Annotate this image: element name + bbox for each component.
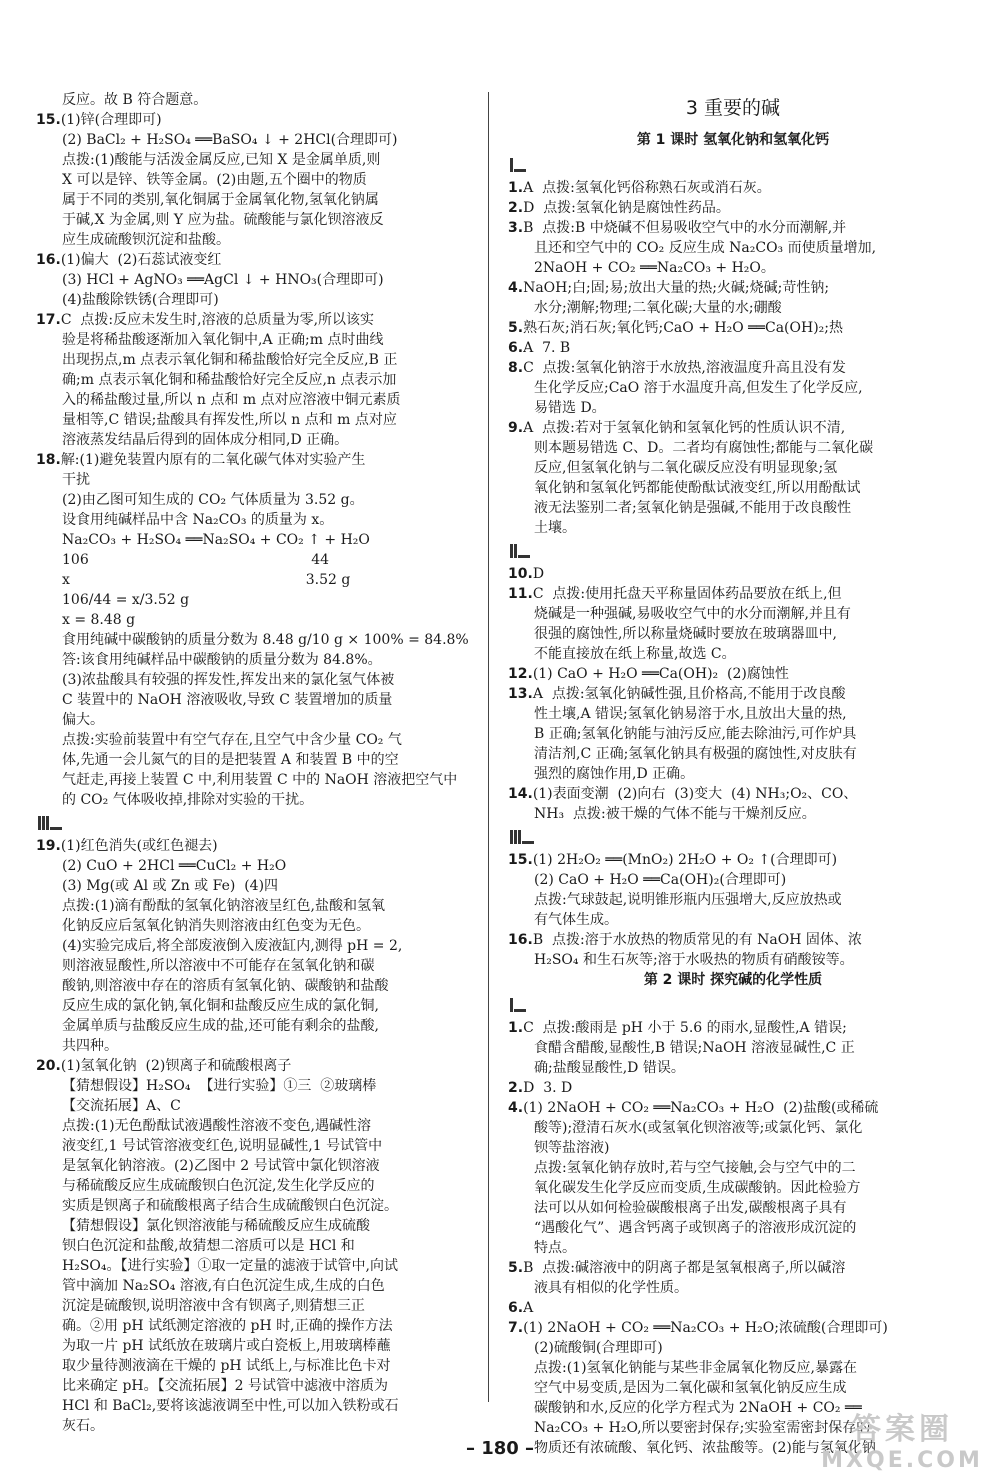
answer-text: (1)表面变潮 (2)向右 (3)变大 (4) NH₃;O₂、CO、 [532, 786, 858, 802]
answer-text: 金属单质与盐酸反应生成的盐,还可能有剩余的盐酸, [62, 1018, 379, 1034]
answer-line [36, 1096, 480, 1116]
answer-text: 空气中易变质,是因为二氧化碳和氢氧化钠反应生成 [534, 1380, 847, 1396]
answer-text: (1)红色消失(或红色褪去) [60, 838, 218, 854]
answer-text: 解:(1)避免装置内原有的二氧化碳气体对实验产生 [60, 452, 366, 468]
answer-text: (4)实验完成后,将全部废液倒入废液缸内,测得 pH = 2, [62, 938, 403, 954]
answer-text: (2) CuO + 2HCl ══CuCl₂ + H₂O [62, 858, 287, 874]
answer-text: 生化学反应;CaO 溶于水温度升高,但发生了化学反应, [534, 380, 863, 396]
answer-line [36, 976, 480, 996]
answer-line [36, 1156, 480, 1176]
answer-text: C 点拨:反应未发生时,溶液的总质量为零,所以该实 [60, 312, 375, 328]
answer-text: 很强的腐蚀性,所以称量烧碱时要放在玻璃器皿中, [534, 626, 837, 642]
answer-text: 食醋含醋酸,显酸性,B 错误;NaOH 溶液显碱性,C 正 [534, 1040, 855, 1056]
answer-line [36, 956, 480, 976]
answer-text: A 点拨:氢氧化钙俗称熟石灰或消石灰。 [523, 180, 771, 196]
answer-text: 确;盐酸显酸性,D 错误。 [534, 1060, 685, 1076]
answer-text: 气赶走,再接上装置 C 中,利用装置 C 中的 NaOH 溶液把空气中 [62, 772, 458, 788]
answer-text: 反应生成的氯化钠,氧化铜和盐酸反应生成的氯化铜, [62, 998, 379, 1014]
answer-text: B 正确;氢氧化钠能与油污反应,能去除油污,可作炉具 [534, 726, 857, 742]
answer-line [508, 1258, 958, 1278]
answer-text: 取少量待测液滴在干燥的 pH 试纸上,与标准比色卡对 [62, 1358, 391, 1374]
answer-text: 反应。故 B 符合题意。 [62, 92, 208, 108]
answer-line [508, 564, 958, 584]
answer-text: 钡白色沉淀和盐酸,故猜想二溶质可以是 HCl 和 [62, 1238, 355, 1254]
answer-line [508, 804, 958, 824]
answer-line [36, 1076, 480, 1096]
question-number: 12. [508, 666, 533, 682]
answer-text: 氧化碳发生化学反应而变质,生成碳酸钠。因此检验方 [534, 1180, 861, 1196]
answer-text: 点拨:气球鼓起,说明锥形瓶内压强增大,反应放热或 [534, 892, 842, 908]
question-number: 20. [36, 1058, 61, 1074]
answer-text: 验是将稀盐酸逐渐加入氧化铜中,A 正确;m 点时曲线 [62, 332, 384, 348]
answer-line [508, 1358, 958, 1378]
answer-line [36, 1176, 480, 1196]
answer-line [36, 550, 480, 570]
answer-line [36, 856, 480, 876]
question-number: 7. [508, 1320, 524, 1336]
page-number: – 180 – [465, 1438, 535, 1459]
left-column [36, 90, 480, 1436]
answer-text: 共四种。 [62, 1038, 118, 1054]
question-number: 4. [508, 1100, 524, 1116]
answer-text: 出现拐点,m 点表示氧化铜和稀盐酸恰好完全反应,B 正 [62, 352, 398, 368]
answer-line [36, 90, 480, 110]
answer-line [508, 398, 958, 418]
answer-line [36, 750, 480, 770]
answer-text: NaOH;白;固;易;放出大量的热;火碱;烧碱;苛性钠; [523, 280, 830, 296]
answer-text: (3) Mg(或 Al 或 Zn 或 Fe) (4)四 [62, 878, 279, 894]
answer-line [508, 584, 958, 604]
answer-line [508, 198, 958, 218]
answer-text: 是氢氧化钠溶液。(2)乙图中 2 号试管中氯化钡溶液 [62, 1158, 380, 1174]
answer-line [36, 1116, 480, 1136]
answer-line [508, 258, 958, 278]
question-number: 1. [508, 1020, 524, 1036]
answer-text: 点拨:(1)无色酚酞试液遇酸性溶液不变色,遇碱性溶 [62, 1118, 371, 1134]
answer-text: 水分;潮解;物理;二氧化碳;大量的水;硼酸 [534, 300, 782, 316]
answer-text: B 点拨:溶于水放热的物质常见的有 NaOH 固体、浓 [532, 932, 862, 948]
answer-line [508, 298, 958, 318]
answer-text: 比来确定 pH。【交流拓展】2 号试管中滤液中溶质为 [62, 1378, 388, 1394]
answer-line [36, 790, 480, 810]
answer-text: 易错选 D。 [534, 400, 606, 416]
answer-line [508, 278, 958, 298]
answer-text: (2)由乙图可知生成的 CO₂ 气体质量为 3.52 g。 [62, 492, 364, 508]
answer-text: 反应,但氢氧化钠与二氧化碳反应没有明显现象;氢 [534, 460, 838, 476]
answer-text: 特点。 [534, 1240, 576, 1256]
answer-line [36, 230, 480, 250]
answer-line [36, 650, 480, 670]
answer-line [508, 704, 958, 724]
lesson-title: 第 2 课时 探究碱的化学性质 [643, 972, 823, 988]
answer-text: 106 44 [62, 552, 330, 568]
answer-text: (1)偏大 (2)石蕊试液变红 [60, 252, 222, 268]
watermark-logo [812, 1412, 992, 1480]
answer-line [36, 530, 480, 550]
answer-line [508, 1178, 958, 1198]
answer-line [36, 1336, 480, 1356]
answer-line [36, 570, 480, 590]
answer-text: 不能直接放在纸上称量,故选 C。 [534, 646, 736, 662]
answer-line [36, 1396, 480, 1416]
answer-line [36, 1256, 480, 1276]
answer-line [508, 764, 958, 784]
answer-text: 灰石。 [62, 1418, 104, 1434]
answer-line [36, 1136, 480, 1156]
answer-line [508, 498, 958, 518]
answer-line [508, 178, 958, 198]
answer-text: (3) HCl + AgNO₃ ══AgCl ↓ + HNO₃(合理即可) [62, 272, 384, 288]
answer-line [36, 690, 480, 710]
answer-line [36, 450, 480, 470]
question-number: 5. [508, 320, 524, 336]
answer-line [36, 770, 480, 790]
right-column [508, 90, 958, 1458]
answer-line [508, 1318, 958, 1338]
answer-line [508, 1278, 958, 1298]
answer-line [508, 850, 958, 870]
answer-text: 【交流拓展】A、C [62, 1098, 181, 1114]
answer-text: 化钠反应后氢氧化钠消失则溶液由红色变为无色。 [62, 918, 370, 934]
answer-text: (2)硫酸铜(合理即可) [534, 1340, 663, 1356]
question-number: 1. [508, 180, 524, 196]
answer-line [36, 1416, 480, 1436]
answer-text: 的 CO₂ 气体吸收掉,排除对实验的干扰。 [62, 792, 314, 808]
answer-text: B 点拨:碱溶液中的阴离子都是氢氧根离子,所以碱溶 [523, 1260, 846, 1276]
answer-line [36, 510, 480, 530]
answer-text: 土壤。 [534, 520, 576, 536]
answer-line [36, 1196, 480, 1216]
answer-text: D 点拨:氢氧化钠是腐蚀性药品。 [523, 200, 730, 216]
question-number: 4. [508, 280, 524, 296]
answer-text: 与稀硫酸反应生成硫酸钡白色沉淀,发生化学反应的 [62, 1178, 375, 1194]
question-number: 19. [36, 838, 61, 854]
answer-line [508, 644, 958, 664]
answer-line [36, 390, 480, 410]
answer-text: C 点拨:使用托盘天平称量固体药品要放在纸上,但 [532, 586, 842, 602]
answer-line [36, 370, 480, 390]
question-number: 6. [508, 1300, 524, 1316]
answer-text: 烧碱是一种强碱,易吸收空气中的水分而潮解,并且有 [534, 606, 851, 622]
answer-text: (2) CaO + H₂O ══Ca(OH)₂(合理即可) [534, 872, 787, 888]
answer-line [36, 836, 480, 856]
answer-text: 强烈的腐蚀作用,D 正确。 [534, 766, 695, 782]
answer-text: 答:该食用纯碱样品中碳酸钠的质量分数为 84.8%。 [62, 652, 382, 668]
answer-line [508, 1018, 958, 1038]
answer-line [36, 730, 480, 750]
answer-line [36, 110, 480, 130]
answer-text: 干扰 [62, 472, 90, 488]
answer-line [36, 1316, 480, 1336]
answer-line [508, 950, 958, 970]
answer-line [36, 876, 480, 896]
answer-line [508, 418, 958, 438]
answer-line [36, 350, 480, 370]
question-number: 10. [508, 566, 533, 582]
answer-text: 则本题易错选 C、D。二者均有腐蚀性;都能与二氧化碳 [534, 440, 874, 456]
answer-text: 量相等,C 错误;盐酸具有挥发性,所以 n 点和 m 点对应 [62, 412, 397, 428]
answer-text: X 可以是锌、铁等金属。(2)由题,五个圈中的物质 [62, 172, 367, 188]
answer-text: A [523, 1300, 534, 1316]
question-number: 2. [508, 1080, 524, 1096]
answer-line [36, 610, 480, 630]
answer-text: 钡等盐溶液) [534, 1140, 610, 1156]
answer-text: 体,先通一会儿氮气的目的是把装置 A 和装置 B 中的空 [62, 752, 399, 768]
answer-text: C 点拨:氢氧化钠溶于水放热,溶液温度升高且没有发 [523, 360, 846, 376]
answer-text: 则溶液显酸性,所以溶液中不可能存在氢氧化钠和碳 [62, 958, 375, 974]
answer-line [508, 1138, 958, 1158]
answer-text: C 点拨:酸雨是 pH 小于 5.6 的雨水,显酸性,A 错误; [523, 1020, 847, 1036]
answer-line [508, 664, 958, 684]
answer-text: x 3.52 g [62, 572, 351, 588]
answer-line [36, 590, 480, 610]
watermark-url: MXQE.COM [821, 1448, 983, 1473]
answer-line [36, 1056, 480, 1076]
answer-line [508, 1058, 958, 1078]
level-icon [510, 542, 958, 558]
answer-text: C 装置中的 NaOH 溶液吸收,导致 C 装置增加的质量 [62, 692, 393, 708]
answer-line [508, 218, 958, 238]
answer-text: 确。②用 pH 试纸测定溶液的 pH 时,正确的操作方法 [62, 1318, 393, 1334]
question-number: 16. [508, 932, 533, 948]
answer-text: H₂SO₄ 和生石灰等;溶于水吸热的物质有硝酸铵等。 [534, 952, 854, 968]
answer-text: A 点拨:若对于氢氧化钠和氢氧化钙的性质认识不清, [523, 420, 846, 436]
level-icon [510, 156, 958, 172]
answer-line [508, 458, 958, 478]
answer-line [36, 1276, 480, 1296]
answer-line [508, 1078, 958, 1098]
answer-line [508, 378, 958, 398]
answer-line [508, 1238, 958, 1258]
answer-line [508, 338, 958, 358]
answer-line [36, 150, 480, 170]
answer-text: 酸钠,则溶液中存在的溶质有氢氧化钠、碳酸钠和盐酸 [62, 978, 389, 994]
level-icon [510, 996, 958, 1012]
answer-line [508, 930, 958, 950]
answer-text: 应生成硫酸钡沉淀和盐酸。 [62, 232, 230, 248]
answer-text: 属于不同的类别,氧化铜属于金属氧化物,氢氧化钠属 [62, 192, 379, 208]
answer-text: 法可以从如何检验碳酸根离子出发,碳酸根离子具有 [534, 1200, 847, 1216]
answer-text: 【猜想假设】H₂SO₄ 【进行实验】①三 ②玻璃棒 [62, 1078, 377, 1094]
answer-text: 于碱,X 为金属,则 Y 应为盐。硫酸能与氯化钡溶液反 [62, 212, 384, 228]
answer-line [36, 410, 480, 430]
question-number: 9. [508, 420, 524, 436]
answer-line [508, 624, 958, 644]
answer-line [36, 170, 480, 190]
answer-line [508, 684, 958, 704]
answer-text: (1) CaO + H₂O ══Ca(OH)₂ (2)腐蚀性 [532, 666, 789, 682]
answer-text: NH₃ 点拨:被干燥的气体不能与干燥剂反应。 [534, 806, 816, 822]
answer-text: B 点拨:B 中烧碱不但易吸收空气中的水分而潮解,并 [523, 220, 847, 236]
answer-line [36, 430, 480, 450]
answer-text: 有气体生成。 [534, 912, 618, 928]
answer-line [36, 1216, 480, 1236]
answer-line [36, 210, 480, 230]
answer-line [36, 330, 480, 350]
answer-line [36, 710, 480, 730]
answer-line [36, 916, 480, 936]
answer-line [508, 358, 958, 378]
answer-text: (1)锌(合理即可) [60, 112, 162, 128]
question-number: 2. [508, 200, 524, 216]
answer-text: 设食用纯碱样品中含 Na₂CO₃ 的质量为 x。 [62, 512, 334, 528]
answer-text: 性土壤,A 错误;氢氧化钠易溶于水,且放出大量的热, [534, 706, 847, 722]
answer-line [508, 890, 958, 910]
answer-text: (1)氢氧化钠 (2)钡离子和硫酸根离子 [60, 1058, 292, 1074]
answer-text: 酸等);澄清石灰水(或氢氧化钡溶液等;或氯化钙、氯化 [534, 1120, 863, 1136]
lesson-title: 第 1 课时 氢氧化钠和氢氧化钙 [636, 132, 830, 148]
answer-line [508, 1038, 958, 1058]
answer-text: 液具有相似的化学性质。 [534, 1280, 688, 1296]
answer-text: 物质还有浓硫酸、氧化钙、浓盐酸等。(2)能与氢氧化钠 [534, 1440, 876, 1456]
question-number: 16. [36, 252, 61, 268]
answer-text: (4)盐酸除铁锈(合理即可) [62, 292, 219, 308]
answer-text: (1) 2NaOH + CO₂ ══Na₂CO₃ + H₂O (2)盐酸(或稀硫 [523, 1100, 879, 1116]
answer-text: 清洁剂,C 正确;氢氧化钠具有极强的腐蚀性,对皮肤有 [534, 746, 857, 762]
answer-text: 熟石灰;消石灰;氧化钙;CaO + H₂O ══Ca(OH)₂;热 [523, 320, 843, 336]
answer-line [508, 1218, 958, 1238]
answer-line [508, 238, 958, 258]
answer-line [508, 724, 958, 744]
answer-line [508, 604, 958, 624]
answer-text: HCl 和 BaCl₂,要将该滤液调至中性,可以加入铁粉或石 [62, 1398, 399, 1414]
answer-line [508, 318, 958, 338]
answer-text: x = 8.48 g [62, 612, 136, 628]
answer-text: 点拨:氢氧化钠存放时,若与空气接触,会与空气中的二 [534, 1160, 856, 1176]
answer-text: 点拨:实验前装置中有空气存在,且空气中含少量 CO₂ 气 [62, 732, 402, 748]
answer-line [508, 870, 958, 890]
answer-line [508, 1298, 958, 1318]
answer-line [36, 1296, 480, 1316]
answer-text: 沉淀是硫酸钡,说明溶液中含有钡离子,则猜想三正 [62, 1298, 365, 1314]
answer-line [36, 270, 480, 290]
answer-line [508, 1118, 958, 1138]
answer-line [36, 630, 480, 650]
answer-line [508, 1158, 958, 1178]
answer-line [508, 518, 958, 538]
answer-line [36, 130, 480, 150]
answer-line [36, 1376, 480, 1396]
answer-text: 氧化钠和氢氧化钙都能使酚酞试液变红,所以用酚酞试 [534, 480, 861, 496]
answer-text: 偏大。 [62, 712, 104, 728]
level-icon [510, 828, 958, 844]
answer-line [36, 310, 480, 330]
question-number: 18. [36, 452, 61, 468]
answer-text: 入的稀盐酸过量,所以 n 点和 m 点对应溶液中铜元素质 [62, 392, 401, 408]
answer-line [508, 1378, 958, 1398]
answer-line [508, 1198, 958, 1218]
answer-line [36, 670, 480, 690]
answer-text: H₂SO₄。【进行实验】①取一定量的滤液于试管中,向试 [62, 1258, 398, 1274]
answer-text: 管中滴加 Na₂SO₄ 溶液,有白色沉淀生成,生成的白色 [62, 1278, 385, 1294]
question-number: 14. [508, 786, 533, 802]
answer-text: “遇酸化气”、遇含钙离子或钡离子的溶液形成沉淀的 [534, 1220, 857, 1236]
answer-line [36, 1036, 480, 1056]
answer-line [36, 996, 480, 1016]
question-number: 3. [508, 220, 524, 236]
answer-text: 实质是钡离子和硫酸根离子结合生成硫酸钡白色沉淀。 [62, 1198, 398, 1214]
answer-text: A 点拨:氢氧化钠碱性强,且价格高,不能用于改良酸 [532, 686, 846, 702]
answer-text: 点拨:(1)氢氧化钠能与某些非金属氧化物反应,暴露在 [534, 1360, 857, 1376]
answer-text: 液无法鉴别二者;氢氧化钠是强碱,不能用于改良酸性 [534, 500, 852, 516]
answer-line [508, 910, 958, 930]
answer-line [508, 438, 958, 458]
answer-line [36, 1236, 480, 1256]
question-number: 11. [508, 586, 533, 602]
answer-text: 为取一片 pH 试纸放在玻璃片或白瓷板上,用玻璃棒蘸 [62, 1338, 391, 1354]
column-divider [488, 92, 489, 1402]
answer-line [508, 744, 958, 764]
answer-line [36, 896, 480, 916]
question-number: 5. [508, 1260, 524, 1276]
section-title: 3 重要的碱 [685, 97, 781, 119]
answer-text: 【猜想假设】氯化钡溶液能与稀硫酸反应生成硫酸 [62, 1218, 370, 1234]
answer-line [36, 1356, 480, 1376]
answer-text: Na₂CO₃ + H₂O,所以要密封保存;实验室需密封保存的 [534, 1420, 871, 1436]
answer-text: 点拨:(1)酸能与活泼金属反应,已知 X 是金属单质,则 [62, 152, 381, 168]
answer-text: 确;m 点表示氧化铜和稀盐酸恰好完全反应,n 点表示加 [62, 372, 397, 388]
question-number: 8. [508, 360, 524, 376]
answer-text: D 3. D [523, 1080, 573, 1096]
answer-text: (3)浓盐酸具有较强的挥发性,挥发出来的氯化氢气体被 [62, 672, 395, 688]
answer-text: 碳酸钠和水,反应的化学方程式为 2NaOH + CO₂ ══ [534, 1400, 862, 1416]
answer-line [508, 1338, 958, 1358]
answer-text: D [532, 566, 545, 582]
answer-text: (2) BaCl₂ + H₂SO₄ ══BaSO₄ ↓ + 2HCl(合理即可) [62, 132, 398, 148]
answer-text: 溶液蒸发结晶后得到的固体成分相同,D 正确。 [62, 432, 349, 448]
answer-text: 食用纯碱中碳酸钠的质量分数为 8.48 g/10 g × 100% = 84.8% [62, 632, 469, 648]
answer-text: (1) 2NaOH + CO₂ ══Na₂CO₃ + H₂O;浓硫酸(合理即可) [523, 1320, 888, 1336]
answer-line [36, 470, 480, 490]
watermark-chars: 答案圈 [851, 1412, 953, 1447]
answer-line [508, 784, 958, 804]
answer-text: (1) 2H₂O₂ ══(MnO₂) 2H₂O + O₂ ↑(合理即可) [532, 852, 838, 868]
answer-text: A 7. B [523, 340, 571, 356]
question-number: 15. [36, 112, 61, 128]
answer-text: 且还和空气中的 CO₂ 反应生成 Na₂CO₃ 而使质量增加, [534, 240, 877, 256]
answer-line [508, 478, 958, 498]
question-number: 15. [508, 852, 533, 868]
answer-text: 106/44 = x/3.52 g [62, 592, 190, 608]
question-number: 13. [508, 686, 533, 702]
answer-text: Na₂CO₃ + H₂SO₄ ══Na₂SO₄ + CO₂ ↑ + H₂O [62, 532, 370, 548]
question-number: 17. [36, 312, 61, 328]
answer-line [36, 190, 480, 210]
answer-line [36, 1016, 480, 1036]
answer-line [36, 490, 480, 510]
answer-text: 2NaOH + CO₂ ══Na₂CO₃ + H₂O。 [534, 260, 775, 276]
answer-line [36, 290, 480, 310]
answer-line [36, 936, 480, 956]
answer-text: 液变红,1 号试管溶液变红色,说明显碱性,1 号试管中 [62, 1138, 383, 1154]
question-number: 6. [508, 340, 524, 356]
answer-line [508, 1098, 958, 1118]
answer-line [36, 250, 480, 270]
answer-text: 点拨:(1)滴有酚酞的氢氧化钠溶液呈红色,盐酸和氢氧 [62, 898, 385, 914]
level-icon [38, 814, 480, 830]
